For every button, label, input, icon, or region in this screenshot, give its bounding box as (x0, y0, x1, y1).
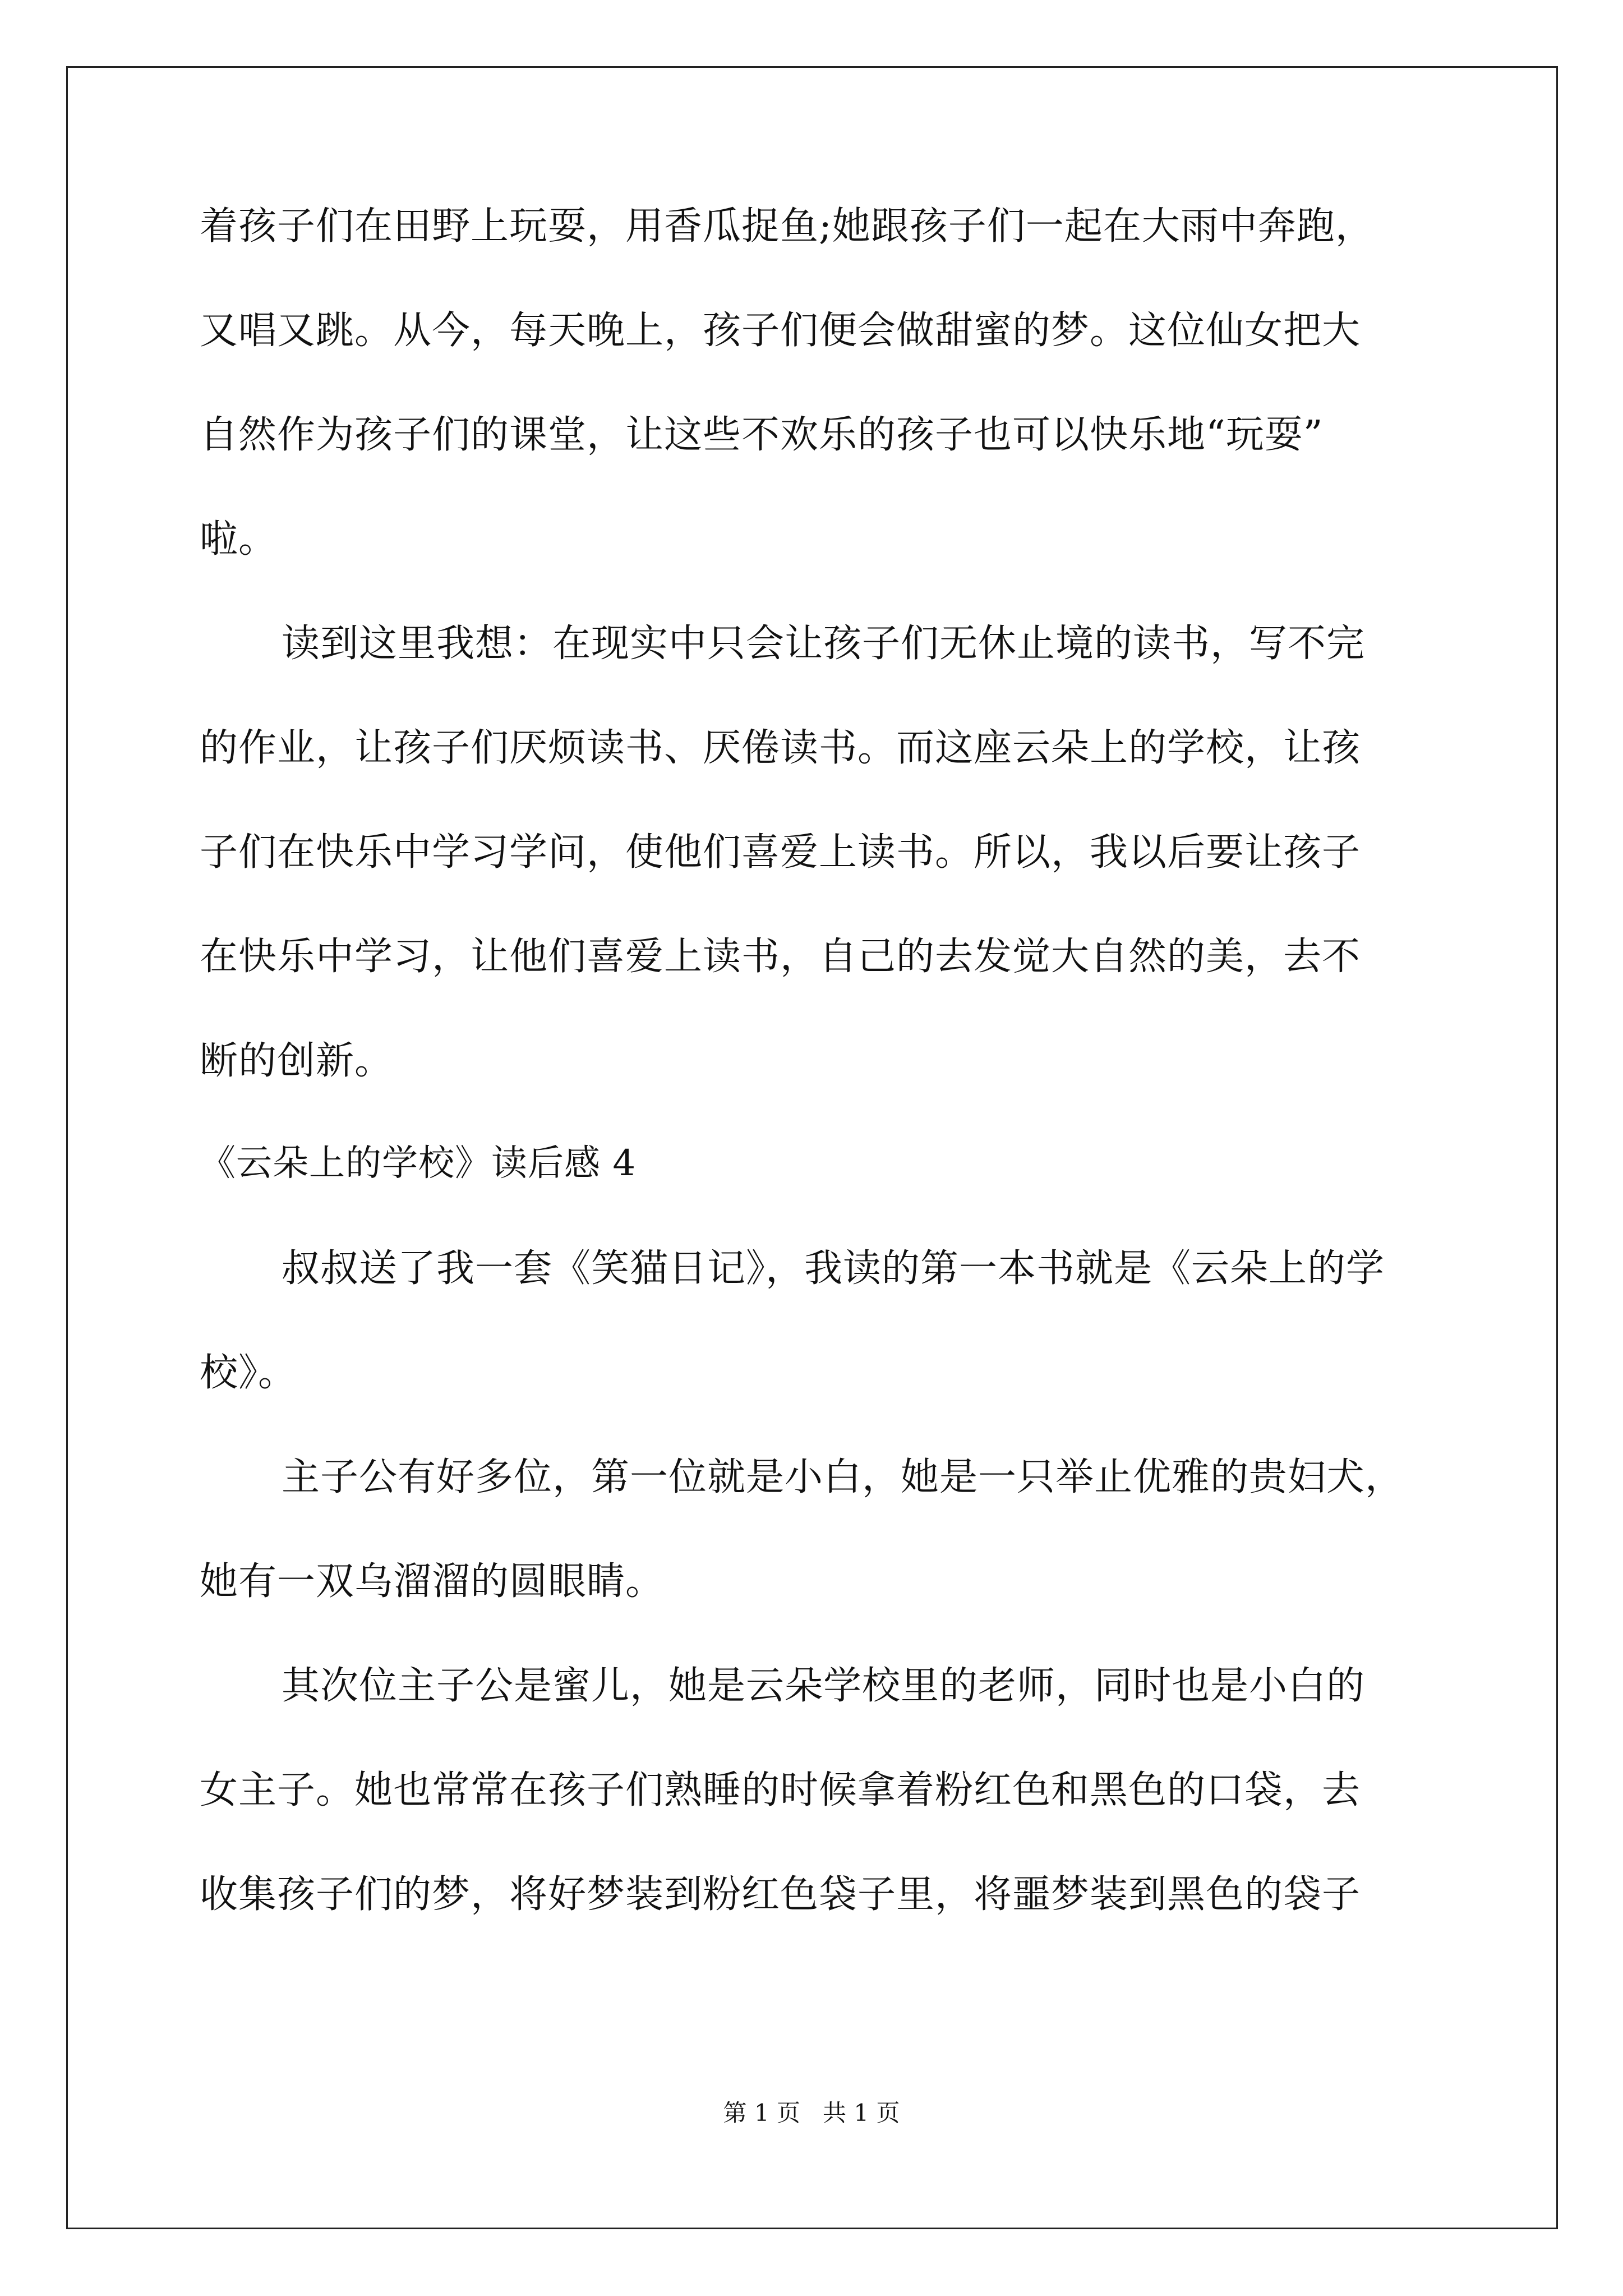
text-line: 在快乐中学习，让他们喜爱上读书，自己的去发觉大自然的美，去不 (200, 935, 1361, 979)
text-line: 的作业，让孩子们厌烦读书、厌倦读书。而这座云朵上的学校，让孩 (200, 726, 1361, 770)
text-line: 自然作为孩子们的课堂，让这些不欢乐的孩子也可以快乐地“玩耍” (200, 413, 1324, 457)
text-line: 校》。 (200, 1351, 297, 1395)
text-line: 断的创新。 (200, 1039, 394, 1083)
section-heading: 《云朵上的学校》读后感 4 (200, 1143, 637, 1184)
paragraph-start-line: 读到这里我想：在现实中只会让孩子们无休止境的读书，写不完 (282, 622, 1366, 666)
text-line: 着孩子们在田野上玩耍，用香瓜捉鱼;她跟孩子们一起在大雨中奔跑， (200, 204, 1374, 249)
text-line: 子们在快乐中学习学问，使他们喜爱上读书。所以，我以后要让孩子 (200, 830, 1361, 875)
text-line: 收集孩子们的梦，将好梦装到粉红色袋子里，将噩梦装到黑色的袋子 (200, 1872, 1361, 1917)
page-footer: 第 1 页 共 1 页 (723, 2099, 900, 2127)
text-line: 她有一双乌溜溜的圆眼睛。 (200, 1559, 665, 1604)
paragraph-start-line: 叔叔送了我一套《笑猫日记》，我读的第一本书就是《云朵上的学 (282, 1246, 1385, 1291)
paragraph-start-line: 其次位主子公是蜜儿，她是云朵学校里的老师，同时也是小白的 (282, 1664, 1366, 1708)
paragraph-start-line: 主子公有好多位，第一位就是小白，她是一只举止优雅的贵妇犬， (282, 1455, 1404, 1499)
text-line: 女主子。她也常常在孩子们熟睡的时候拿着粉红色和黑色的口袋，去 (200, 1768, 1361, 1812)
text-line: 又唱又跳。从今，每天晚上，孩子们便会做甜蜜的梦。这位仙女把大 (200, 309, 1361, 353)
text-line: 啦。 (200, 517, 278, 562)
